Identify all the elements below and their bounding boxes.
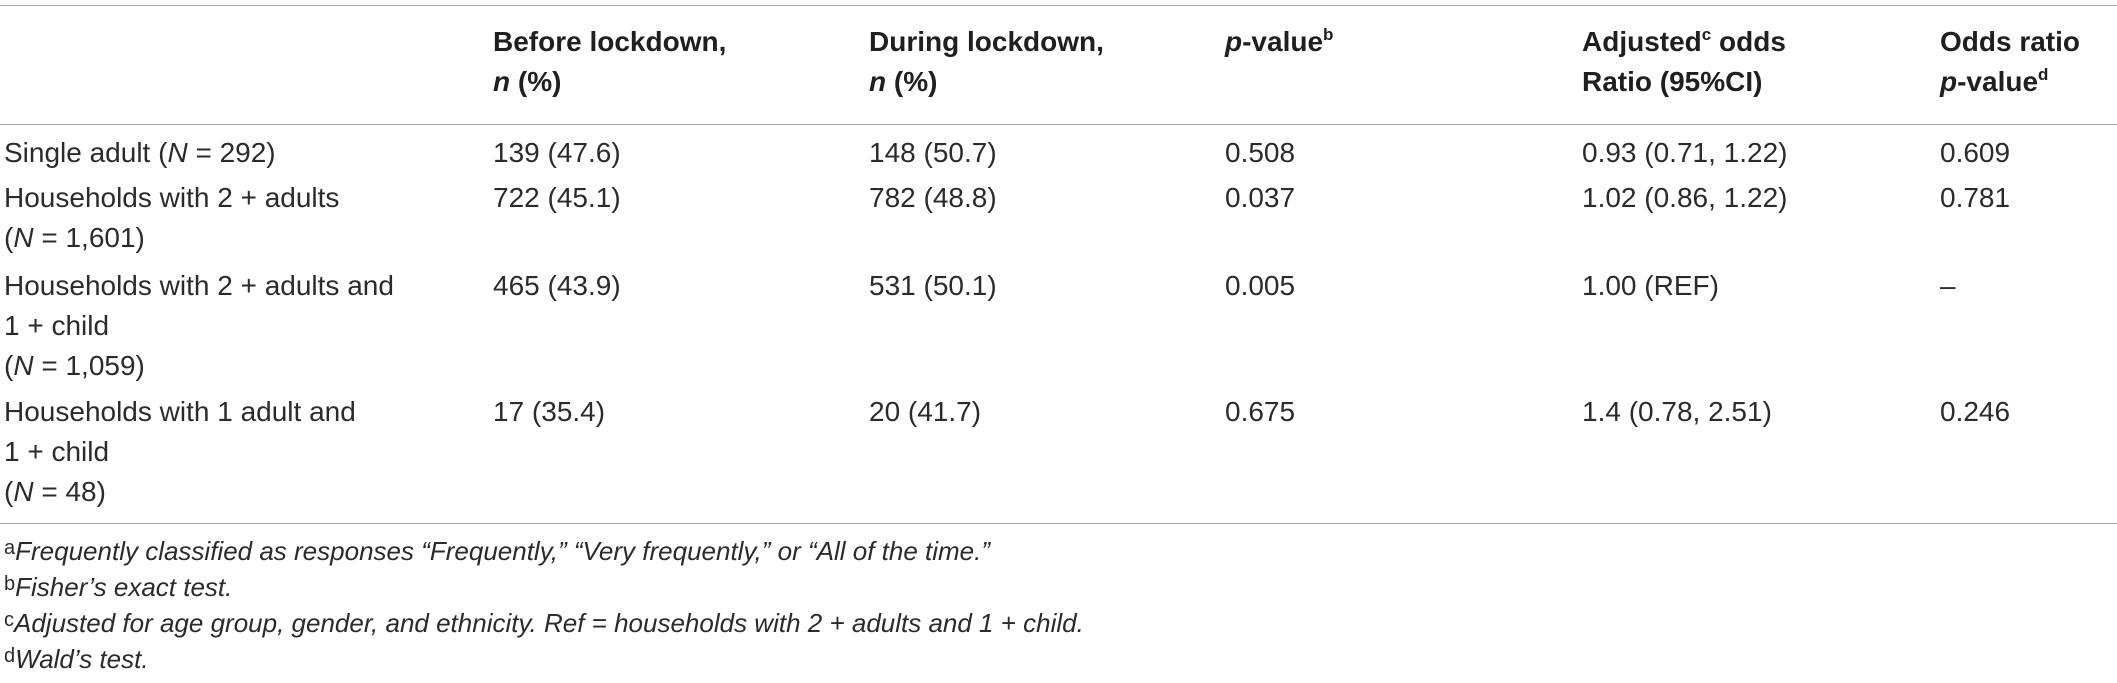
row-label-n: N — [13, 350, 34, 381]
row-label-text: Households with 2 + adults ( — [4, 182, 340, 253]
table-bottom-rule — [0, 523, 2117, 524]
cell-adjusted-odds-ratio: 1.02 (0.86, 1.22) — [1582, 182, 1788, 213]
row-label — [4, 266, 394, 386]
cell-during-lockdown: 148 (50.7) — [869, 137, 997, 168]
cell-p-value: 0.005 — [1225, 270, 1296, 301]
row-label — [4, 133, 276, 173]
header-p-value-footnote-mark: b — [1323, 25, 1334, 44]
header-p-value — [1225, 22, 1333, 62]
header-p-italic: p — [1225, 26, 1243, 57]
cell-odds-ratio-p-value: 0.781 — [1940, 182, 2011, 213]
row-label-text: Households with 1 adult and 1 + child ( — [4, 396, 356, 507]
cell-p-value: 0.508 — [1225, 137, 1296, 168]
header-during-lockdown-pct: (%) — [886, 66, 938, 97]
header-odds-ratio-p-value — [1940, 22, 2080, 102]
cell-before-lockdown: 722 (45.1) — [493, 182, 621, 213]
row-label-n: N — [167, 137, 188, 168]
header-during-lockdown — [869, 22, 1104, 102]
footnote-mark: b — [4, 573, 16, 595]
cell-p-value: 0.675 — [1225, 396, 1296, 427]
cell-during-lockdown: 531 (50.1) — [869, 270, 997, 301]
row-label-n: N — [13, 222, 34, 253]
header-p-value-label: -value — [1242, 26, 1324, 57]
header-or-p-value-label: -value — [1957, 66, 2039, 97]
footnote-text: Frequently classified as responses “Frequently,” “Very frequently,” or “All of the time.” — [15, 536, 991, 566]
cell-during-lockdown: 20 (41.7) — [869, 396, 982, 427]
row-label — [4, 178, 339, 258]
footnote-text: Fisher’s exact test. — [15, 572, 233, 602]
header-or-p-footnote-mark: d — [2038, 65, 2049, 84]
footnote-text: Wald’s test. — [15, 644, 149, 674]
header-before-lockdown-label: Before lockdown, — [493, 26, 727, 57]
cell-adjusted-odds-ratio: 1.4 (0.78, 2.51) — [1582, 396, 1772, 427]
footnote-mark: d — [4, 645, 16, 667]
header-before-lockdown-n: n — [493, 66, 511, 97]
cell-odds-ratio-p-value: 0.246 — [1940, 396, 2011, 427]
footnote — [4, 606, 1084, 640]
row-label-text: Single adult ( — [4, 137, 168, 168]
header-ratio-ci-label: Ratio (95%CI) — [1582, 66, 1763, 97]
cell-odds-ratio-p-value: – — [1940, 270, 1956, 301]
header-odds-ratio-label: Odds ratio — [1940, 26, 2081, 57]
cell-p-value: 0.037 — [1225, 182, 1296, 213]
header-before-lockdown — [493, 22, 726, 102]
header-adjusted-footnote-mark: c — [1701, 25, 1712, 44]
header-before-lockdown-pct: (%) — [510, 66, 562, 97]
header-during-lockdown-label: During lockdown, — [869, 26, 1104, 57]
row-label-count: = 1,601) — [33, 222, 145, 253]
cell-odds-ratio-p-value: 0.609 — [1940, 137, 2011, 168]
cell-adjusted-odds-ratio: 1.00 (REF) — [1582, 270, 1719, 301]
footnote-text: Adjusted for age group, gender, and ethnicity. Ref = households with 2 + adults and 1 + child. — [14, 608, 1084, 638]
header-or-p-italic: p — [1940, 66, 1958, 97]
cell-adjusted-odds-ratio: 0.93 (0.71, 1.22) — [1582, 137, 1788, 168]
row-label-count: = 292) — [187, 137, 276, 168]
cell-before-lockdown: 17 (35.4) — [493, 396, 606, 427]
cell-during-lockdown: 782 (48.8) — [869, 182, 997, 213]
header-adjusted-label: Adjusted — [1582, 26, 1702, 57]
footnote — [4, 642, 149, 676]
header-bottom-rule — [0, 124, 2117, 125]
table-top-rule — [0, 5, 2117, 6]
footnote-mark: c — [4, 609, 14, 631]
row-label-count: = 1,059) — [33, 350, 145, 381]
cell-before-lockdown: 465 (43.9) — [493, 270, 621, 301]
row-label-n: N — [13, 476, 34, 507]
row-label-text: Households with 2 + adults and 1 + child ( — [4, 270, 394, 381]
header-during-lockdown-n: n — [869, 66, 887, 97]
header-adjusted-odds-ratio — [1582, 22, 1786, 102]
header-odds-label: odds — [1711, 26, 1786, 57]
footnote — [4, 570, 232, 604]
footnote — [4, 534, 990, 568]
cell-before-lockdown: 139 (47.6) — [493, 137, 621, 168]
row-label-count: = 48) — [33, 476, 106, 507]
footnote-mark: a — [4, 537, 16, 559]
row-label — [4, 392, 356, 512]
